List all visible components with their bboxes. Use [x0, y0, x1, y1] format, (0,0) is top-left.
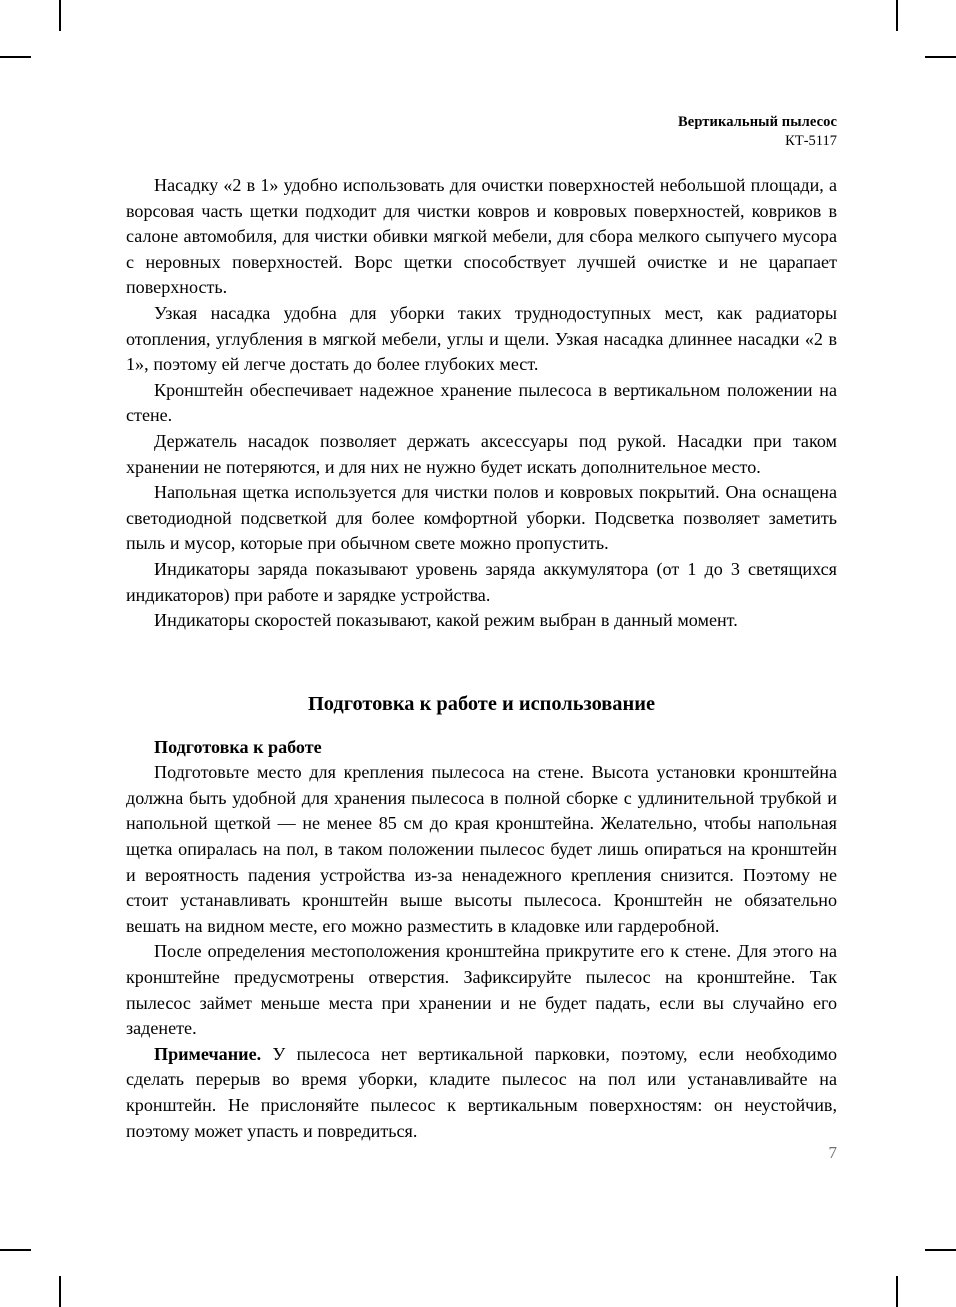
running-head-model: КТ-5117 [785, 133, 837, 150]
subsection-heading: Подготовка к работе [154, 736, 322, 757]
section-spacer-above [126, 634, 837, 691]
crop-mark-bottom-left-horizontal [0, 1249, 31, 1251]
crop-mark-top-left-vertical [59, 0, 61, 31]
body-paragraph: Кронштейн обеспечивает надежное хранение пылесоса в вертикальном положении на стене. [126, 379, 837, 426]
note-paragraph [126, 1042, 837, 1144]
running-head [126, 113, 837, 151]
page-number: 7 [828, 1143, 837, 1162]
body-paragraph: Насадку «2 в 1» удобно использовать для очистки поверхностей небольшой площади, а ворсовая часть щетки подходит для чистки ковров и ковровых поверхностей, ковриков в салоне автомобиля, для чистки обивки мягкой мебели, для сбора мелкого сыпучего мусора с неровных поверхностей. Ворс щетки способствует лучшей очистке и не царапает поверхность. [126, 175, 837, 298]
section-paragraph: После определения местоположения кронштейна прикрутите его к стене. Для этого на кронштейне предусмотрены отверстия. Зафиксируйте пылесос на кронштейне. Так пылесос займет меньше места при хранении и не будет падать, если вы случайно его заденете. [126, 941, 837, 1039]
section-heading: Подготовка к работе и использование [307, 692, 656, 715]
section-paragraph: Подготовьте место для крепления пылесоса на стене. Высота установки кронштейна должна быть удобной для хранения пылесоса в полной сборке с удлинительной трубкой и напольной щеткой — не менее 85 см до края кронштейна. Желательно, чтобы напольная щетка опиралась на пол, в таком положении пылесос будет лишь опираться на кронштейн и вероятность падения устройства из-за ненадежного крепления снизится. Поэтому не стоит устанавливать кронштейн выше высоты пылесоса. Кронштейн не обязательно вешать на видном месте, его можно разместить в кладовке или гардеробной. [126, 762, 837, 936]
crop-mark-bottom-left-vertical [59, 1276, 61, 1307]
crop-mark-bottom-right-horizontal [925, 1249, 956, 1251]
note-lead-label: Примечание. [154, 1043, 262, 1064]
text-column [126, 173, 837, 1144]
body-paragraph: Индикаторы скоростей показывают, какой режим выбран в данный момент. [154, 610, 738, 631]
crop-mark-top-left-horizontal [0, 56, 31, 58]
crop-mark-bottom-right-vertical [896, 1276, 898, 1307]
running-head-product: Вертикальный пылесос [678, 114, 837, 130]
note-body-text: У пылесоса нет вертикальной парковки, поэтому, если необходимо сделать перерыв во время уборки, кладите пылесос на пол или устанавливайте на кронштейн. Не прислоняйте пылесос к вертикальным поверхностям: он неустойчив, поэтому может упасть и повредиться. [126, 1043, 837, 1141]
body-paragraph: Держатель насадок позволяет держать аксессуары под рукой. Насадки при таком хранении не потеряются, и для них не нужно будет искать дополнительное место. [126, 430, 837, 477]
body-paragraph: Индикаторы заряда показывают уровень заряда аккумулятора (от 1 до 3 светящихся индикаторов) при работе и зарядке устройства. [126, 558, 837, 605]
body-paragraph: Напольная щетка используется для чистки полов и ковровых покрытий. Она оснащена светодиодной подсветкой для более комфортной уборки. Подсветка позволяет заметить пыль и мусор, которые при обычном свете можно пропустить. [126, 482, 837, 554]
section-spacer-below [126, 717, 837, 735]
crop-mark-top-right-horizontal [925, 56, 956, 58]
body-paragraph: Узкая насадка удобна для уборки таких труднодоступных мест, как радиаторы отопления, углубления в мягкой мебели, углы и щели. Узкая насадка длиннее насадки «2 в 1», поэтому ей легче достать до более глубоких мест. [126, 302, 837, 375]
crop-mark-top-right-vertical [896, 0, 898, 31]
